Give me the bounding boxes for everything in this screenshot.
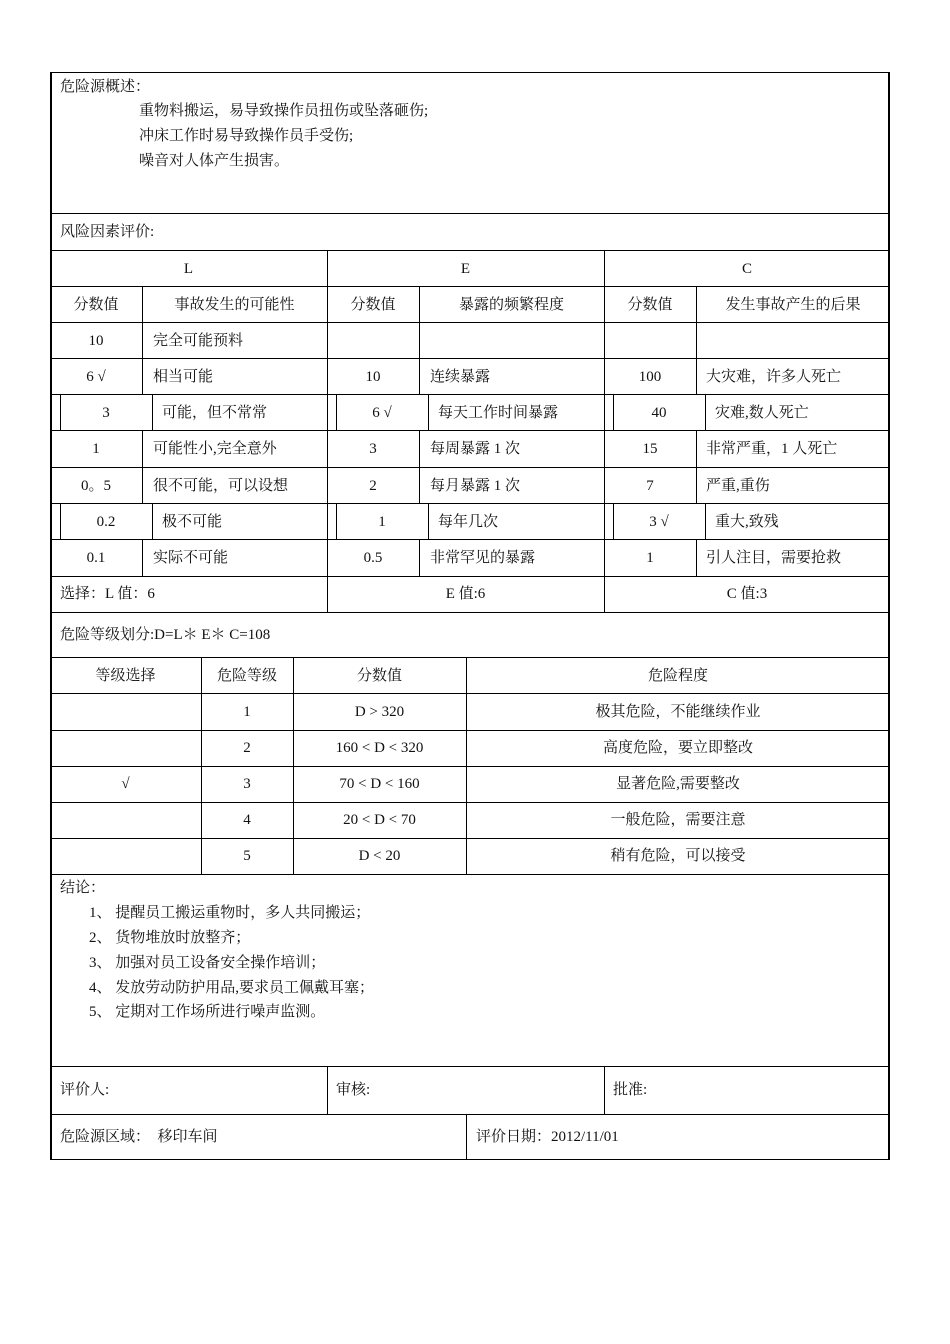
- grade-level: 3: [243, 776, 251, 792]
- rule: [50, 503, 890, 504]
- rule: [604, 1066, 605, 1114]
- rule: [50, 838, 890, 839]
- rule: [419, 539, 420, 576]
- rule: [705, 503, 706, 539]
- grade-formula: 危险等级划分:D=L＊ E＊ C=108: [60, 627, 271, 643]
- rule: [152, 394, 153, 430]
- rule: [50, 250, 890, 251]
- e-description: 每年几次: [438, 514, 499, 530]
- rule: [466, 657, 467, 874]
- rule: [50, 539, 890, 540]
- grade-header: 分数值: [356, 668, 402, 684]
- rule: [419, 430, 420, 503]
- rule: [50, 693, 890, 694]
- grade-select: √: [121, 776, 130, 792]
- l-description: 很不可能，可以设想: [153, 478, 289, 494]
- rule: [50, 286, 890, 287]
- rule: [50, 213, 890, 214]
- l-score: 3: [102, 405, 110, 421]
- conclusion-item: 5、 定期对工作场所进行噪声监测。: [89, 1004, 326, 1020]
- rule: [696, 539, 697, 576]
- c-score: 15: [642, 441, 658, 457]
- grade-level: 4: [243, 812, 251, 828]
- group-header-e: E: [460, 261, 471, 277]
- rule: [696, 430, 697, 503]
- risk-eval-label: 风险因素评价:: [60, 224, 155, 240]
- l-description: 相当可能: [153, 369, 214, 385]
- e-description: 每月暴露 1 次: [430, 478, 521, 494]
- conclusion-item: 3、 加强对员工设备安全操作培训；: [89, 955, 326, 971]
- l-score: 10: [88, 333, 104, 349]
- rule: [428, 394, 429, 430]
- grade-range: 20 < D < 70: [343, 812, 416, 828]
- rule: [50, 802, 890, 803]
- rule: [50, 467, 890, 468]
- conclusion-item: 1、 提醒员工搬运重物时，多人共同搬运；: [89, 905, 371, 921]
- hazard-line: 冲床工作时易导致操作员手受伤;: [139, 128, 354, 144]
- column-header: 分数值: [73, 297, 119, 313]
- c-score: 100: [638, 369, 662, 385]
- c-description: 严重,重伤: [706, 478, 770, 494]
- column-header: 暴露的频繁程度: [458, 297, 564, 313]
- rule: [428, 503, 429, 539]
- rule: [50, 657, 890, 658]
- c-description: 引人注目，需要抢救: [706, 550, 842, 566]
- l-description: 可能，但不常常: [162, 405, 268, 421]
- grade-header: 危险等级: [216, 668, 277, 684]
- rule: [201, 657, 202, 874]
- rule: [50, 394, 890, 395]
- c-selection: C 值:3: [726, 586, 768, 602]
- grade-header: 等级选择: [95, 668, 156, 684]
- c-description: 大灾难，许多人死亡: [706, 369, 842, 385]
- group-header-l: L: [183, 261, 194, 277]
- rule: [152, 503, 153, 539]
- e-score: 1: [378, 514, 386, 530]
- rule: [50, 730, 890, 731]
- evaluation-date: 评价日期：2012/11/01: [476, 1129, 619, 1145]
- l-score: 0.2: [96, 514, 116, 530]
- l-description: 可能性小,完全意外: [153, 441, 277, 457]
- rule: [327, 1066, 328, 1114]
- c-score: 1: [646, 550, 654, 566]
- e-description: 每天工作时间暴露: [438, 405, 559, 421]
- grade-level: 1: [243, 704, 251, 720]
- rule: [293, 657, 294, 874]
- e-description: 每周暴露 1 次: [430, 441, 521, 457]
- group-header-c: C: [741, 261, 752, 277]
- grade-range: D < 20: [358, 848, 401, 864]
- rule: [50, 612, 890, 613]
- c-description: 重大,致残: [715, 514, 779, 530]
- rule: [50, 322, 890, 323]
- grade-level: 5: [243, 848, 251, 864]
- l-description: 实际不可能: [153, 550, 229, 566]
- l-score: 0。5: [80, 478, 111, 494]
- l-description: 极不可能: [162, 514, 223, 530]
- e-score: 10: [365, 369, 381, 385]
- grade-severity: 高度危险，要立即整改: [602, 740, 753, 756]
- evaluator-field: 评价人:: [60, 1082, 110, 1098]
- conclusion-item: 4、 发放劳动防护用品,要求员工佩戴耳塞；: [89, 980, 375, 996]
- hazard-area: 危险源区域： 移印车间: [60, 1129, 218, 1145]
- grade-range: 70 < D < 160: [339, 776, 420, 792]
- rule: [705, 394, 706, 430]
- l-score: 6 √: [86, 369, 106, 385]
- conclusion-label: 结论：: [60, 880, 106, 896]
- c-score: 40: [651, 405, 667, 421]
- l-score: 0.1: [86, 550, 106, 566]
- grade-level: 2: [243, 740, 251, 756]
- l-selection: 选择：L 值：6: [60, 586, 155, 602]
- conclusion-item: 2、 货物堆放时放整齐；: [89, 930, 251, 946]
- column-header: 分数值: [350, 297, 396, 313]
- l-description: 完全可能预料: [153, 333, 244, 349]
- rule: [50, 766, 890, 767]
- reviewer-field: 审核:: [336, 1082, 371, 1098]
- grade-range: 160 < D < 320: [335, 740, 424, 756]
- rule: [466, 1114, 467, 1160]
- e-score: 3: [369, 441, 377, 457]
- e-selection: E 值:6: [445, 586, 486, 602]
- grade-severity: 极其危险，不能继续作业: [595, 704, 761, 720]
- rule: [50, 1114, 890, 1115]
- e-score: 2: [369, 478, 377, 494]
- approver-field: 批准:: [613, 1082, 648, 1098]
- c-description: 非常严重，1 人死亡: [706, 441, 838, 457]
- e-description: 连续暴露: [430, 369, 491, 385]
- grade-severity: 稍有危险，可以接受: [610, 848, 746, 864]
- c-description: 灾难,数人死亡: [715, 405, 809, 421]
- grade-range: D > 320: [354, 704, 405, 720]
- grade-severity: 一般危险，需要注意: [610, 812, 746, 828]
- l-score: 1: [92, 441, 100, 457]
- c-score: 7: [646, 478, 654, 494]
- rule: [50, 874, 890, 875]
- e-score: 0.5: [363, 550, 383, 566]
- grade-severity: 显著危险,需要整改: [616, 776, 740, 792]
- rule: [142, 430, 143, 503]
- column-header: 分数值: [627, 297, 673, 313]
- rule: [50, 576, 890, 577]
- column-header: 发生事故产生的后果: [725, 297, 861, 313]
- rule: [50, 358, 890, 359]
- rule: [50, 430, 890, 431]
- rule: [50, 1066, 890, 1067]
- grade-header: 危险程度: [647, 668, 708, 684]
- hazard-line: 噪音对人体产生损害。: [139, 153, 290, 169]
- c-score: 3 √: [649, 514, 669, 530]
- hazard-label: 危险源概述：: [60, 79, 151, 95]
- column-header: 事故发生的可能性: [174, 297, 295, 313]
- hazard-line: 重物料搬运，易导致操作员扭伤或坠落砸伤;: [139, 103, 429, 119]
- e-score: 6 √: [372, 405, 392, 421]
- e-description: 非常罕见的暴露: [430, 550, 536, 566]
- rule: [142, 539, 143, 576]
